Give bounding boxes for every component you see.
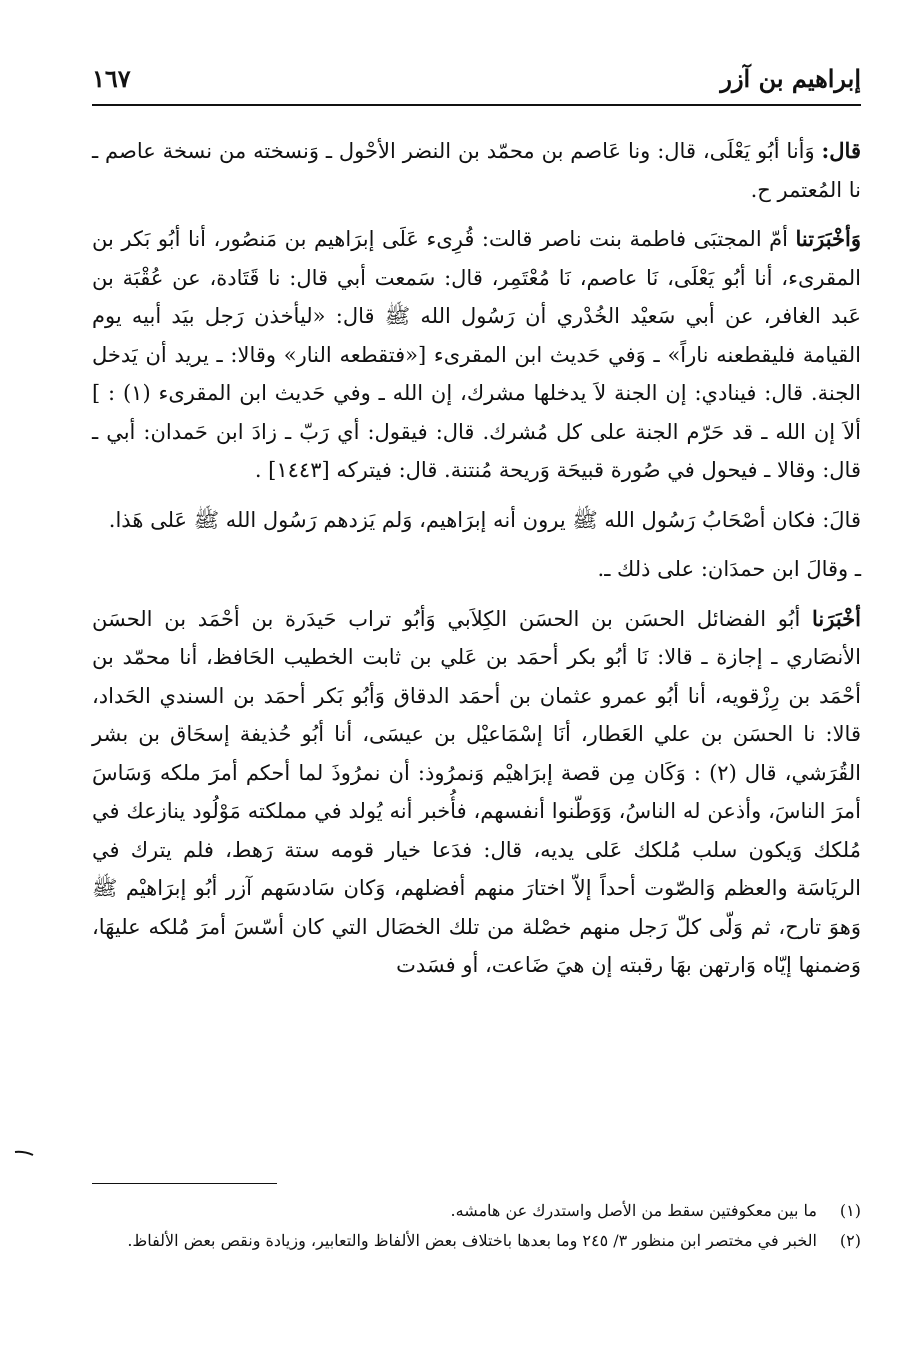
paragraph <box>92 132 861 209</box>
paragraph-text: وَأنا أبُو يَعْلَى، قال: ونا عَاصم بن محمّد بن النضر الأحْول ـ وَنسخته من نسخة عاصم ـ نا المُعتمر ح. <box>92 139 861 202</box>
footnote-text: الخبر في مختصر ابن منظور ٣/ ٢٤٥ وما بعدها باختلاف بعض الألفاظ والتعابير، وزيادة ونقص بعض الألفاظ. <box>127 1231 817 1250</box>
footnote-mark: (١) <box>839 1201 861 1220</box>
main-text <box>92 132 861 996</box>
footnote-mark: (٢) <box>839 1231 861 1250</box>
paragraph <box>92 600 861 985</box>
paragraph <box>92 501 861 540</box>
footnote <box>92 1226 861 1256</box>
header-title: إبراهيم بن آزر <box>720 64 861 93</box>
paragraph-text: ـ وقالَ ابن حمدَان: على ذلك ـ. <box>597 557 861 581</box>
paragraph-lead: أخْبَرَنا <box>812 605 861 631</box>
page-number: ١٦٧ <box>92 64 131 93</box>
paragraph-text: قالَ: فكان أصْحَابُ رَسُول الله ﷺ يرون أنه إبرَاهيم، وَلم يَزدهم رَسُول الله ﷺ عَلى هَذا. <box>108 507 861 532</box>
paragraph <box>92 220 861 490</box>
paragraph-lead: قال: <box>821 138 861 163</box>
paragraph-text: أبُو الفضائل الحسَن بن الحسَن الكِلاَبي وَأبُو تراب حَيدَرة بن أحْمَد بن الحسَن الأنصَاري ـ إجازة ـ قالا: نَا أبُو بكر أحمَد بن عَلي بن ثابت الخطيب الحَافظ، أنا محمّد بن أحْمَد بن رِزْقويه، أنا أبُو عمرو عثمان بن أحمَد الدقاق وَأبُو بَكر أحمَد بن السندي الحَداد، قالا: نا الحسَن بن علي العَطار، أنَا إسْمَاعيْل بن عيسَى، أنا أبُو حُذيفة إسحَاق بن بشر القُرَشي، قال (٢) : وَكَان مِن قصة إبرَاهيْم وَنمرُوذ: أن نمرُوذَ لما أحكم أمرَ ملكه وَسَاسَ أمرَ الناسَ، وأذعن له الناسُ، وَوَطّنوا أنفسهم، فأُخبر أنه يُولد في مملكته مَوْلُود ينازعك في مُلكك وَيكون سلب مُلكك عَلى يديه، قال: فدَعا خيار قومه ستة رَهط، فلم يترك في الريَاسَة والعظم وَالصّوت أحداً إلاّ اختارَ منهم أفضلهم، وَكان سَادسَهم آزر أبُو إبرَاهيْم ﷺ وَهوَ تارح، ثم وَلّى كلّ رَجل منهم خصْلة من تلك الخصَال التي كان أسّسَ أمرَ مُلكه عليهَا، وَضمنها إيّاه وَارتهن بهَا رقبته إن هيَ ضَاعت، أو فسَدت <box>92 606 862 977</box>
paragraph-text: أمّ المجتبَى فاطمة بنت ناصر قالت: قُرِىء عَلَى إبرَاهيم بن مَنصُور، أنا أبُو بَكر بن المقرىء، أنا أبُو يَعْلَى، نَا عاصم، نَا مُعْتَمِر، قال: سَمعت أبي قال: نا قَتَادة، عن عُقْبَة بن عَبد الغافر، عن أبي سَعيْد الخُدْري أن رَسُول الله ﷺ قال: «ليأخذن رَجل بيَد أبيه يوم القيامة فليقطعنه ناراً» ـ وَفي حَديث ابن المقرىء [«فتقطعه النار» وقالا: ـ يريد أن يَدخل الجنة. قال: فينادي: إن الجنة لاَ يدخلها مشرك، إن الله ـ وفي حَديث ابن المقرىء (١) : ] ألاَ إن الله ـ قد حَرّم الجنة على كل مُشرك. قال: فيقول: أي رَبّ ـ زادَ ابن حَمدان: أبي ـ قال: وقالا ـ فيحول في صُورة قبيحَة وَريحة مُنتنة. قال: فيتركه [١٤٤٣] . <box>92 227 861 482</box>
footnote-separator <box>92 1183 277 1184</box>
paragraph <box>92 550 861 589</box>
footnote-text: ما بين معكوفتين سقط من الأصل واستدرك عن هامشه. <box>450 1201 817 1220</box>
paragraph-lead: وَأخْبَرَتنا <box>795 226 861 251</box>
running-header <box>92 56 861 106</box>
footnotes <box>92 1196 861 1256</box>
footnote <box>92 1196 861 1226</box>
margin-mark <box>14 1150 34 1156</box>
